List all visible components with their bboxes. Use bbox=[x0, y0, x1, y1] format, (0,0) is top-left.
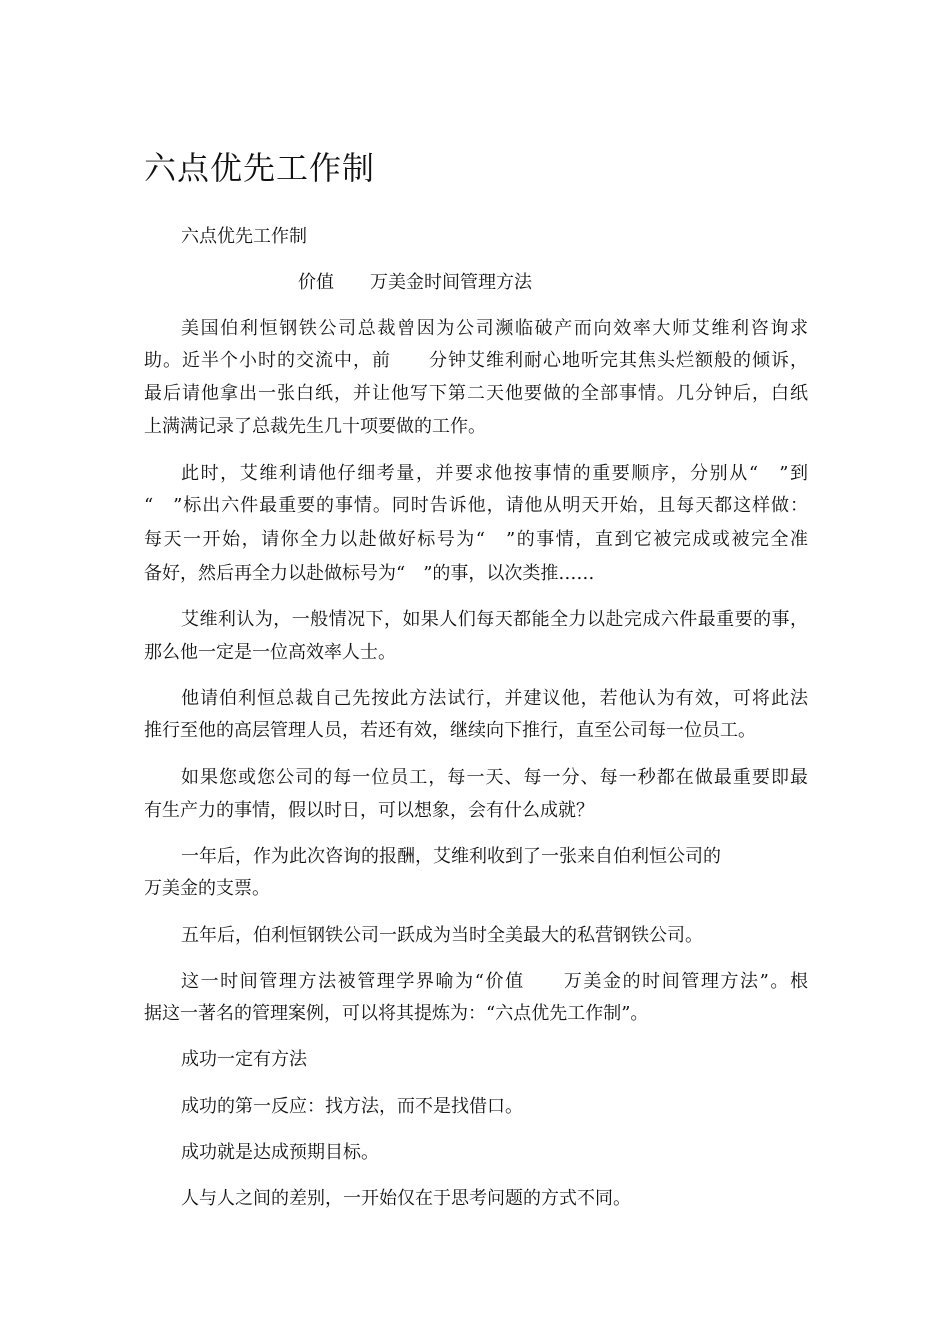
paragraph-2-line-3: 每天一开始，请你全力以赴做好标号为“ ”的事情，直到它被完成或被完全准 bbox=[144, 529, 808, 550]
paragraph-3-line-2: 那么他一定是一位高效率人士。 bbox=[144, 642, 396, 663]
principle-line-3: 人与人之间的差别，一开始仅在于思考问题的方式不同。 bbox=[181, 1188, 631, 1209]
paragraph-8-line-1: 这一时间管理方法被管理学界喻为“价值 万美金的时间管理方法”。根 bbox=[181, 971, 808, 992]
principle-line-2: 成功就是达成预期目标。 bbox=[181, 1142, 379, 1163]
paragraph-2-line-2: “ ”标出六件最重要的事情。同时告诉他，请他从明天开始，且每天都这样做： bbox=[144, 495, 808, 516]
paragraph-2-line-1: 此时，艾维利请他仔细考量，并要求他按事情的重要顺序，分别从“ ”到 bbox=[181, 463, 808, 484]
paragraph-4-line-2: 推行至他的高层管理人员，若还有效，继续向下推行，直至公司每一位员工。 bbox=[144, 720, 756, 741]
subtitle-line: 六点优先工作制 bbox=[181, 226, 307, 247]
paragraph-3-line-1: 艾维利认为，一般情况下，如果人们每天都能全力以赴完成六件最重要的事， bbox=[181, 609, 808, 630]
paragraph-8-line-2: 据这一著名的管理案例，可以将其提炼为：“六点优先工作制”。 bbox=[144, 1003, 649, 1024]
document-title: 六点优先工作制 bbox=[144, 149, 376, 187]
paragraph-6-line-1: 一年后，作为此次咨询的报酬，艾维利收到了一张来自伯利恒公司的 bbox=[181, 846, 721, 867]
paragraph-1-line-3: 最后请他拿出一张白纸，并让他写下第二天他要做的全部事情。几分钟后，白纸 bbox=[144, 383, 808, 404]
paragraph-1-line-4: 上满满记录了总裁先生几十项要做的工作。 bbox=[144, 416, 486, 437]
paragraph-1-line-2: 助。近半个小时的交流中，前 分钟艾维利耐心地听完其焦头烂额般的倾诉， bbox=[144, 350, 808, 371]
paragraph-4-line-1: 他请伯利恒总裁自己先按此方法试行，并建议他，若他认为有效，可将此法 bbox=[181, 688, 808, 709]
paragraph-2-line-4: 备好，然后再全力以赴做标号为“ ”的事，以次类推…… bbox=[144, 563, 595, 584]
method-heading: 价值 万美金时间管理方法 bbox=[298, 272, 532, 293]
paragraph-5-line-2: 有生产力的事情，假以时日，可以想象，会有什么成就？ bbox=[144, 800, 594, 821]
paragraph-6-line-2: 万美金的支票。 bbox=[144, 878, 270, 899]
paragraph-5-line-1: 如果您或您公司的每一位员工，每一天、每一分、每一秒都在做最重要即最 bbox=[181, 767, 808, 788]
paragraph-1-line-1: 美国伯利恒钢铁公司总裁曾因为公司濒临破产而向效率大师艾维利咨询求 bbox=[181, 318, 808, 339]
paragraph-7-line-1: 五年后，伯利恒钢铁公司一跃成为当时全美最大的私营钢铁公司。 bbox=[181, 925, 703, 946]
section-heading: 成功一定有方法 bbox=[181, 1049, 307, 1070]
principle-line-1: 成功的第一反应：找方法，而不是找借口。 bbox=[181, 1096, 523, 1117]
